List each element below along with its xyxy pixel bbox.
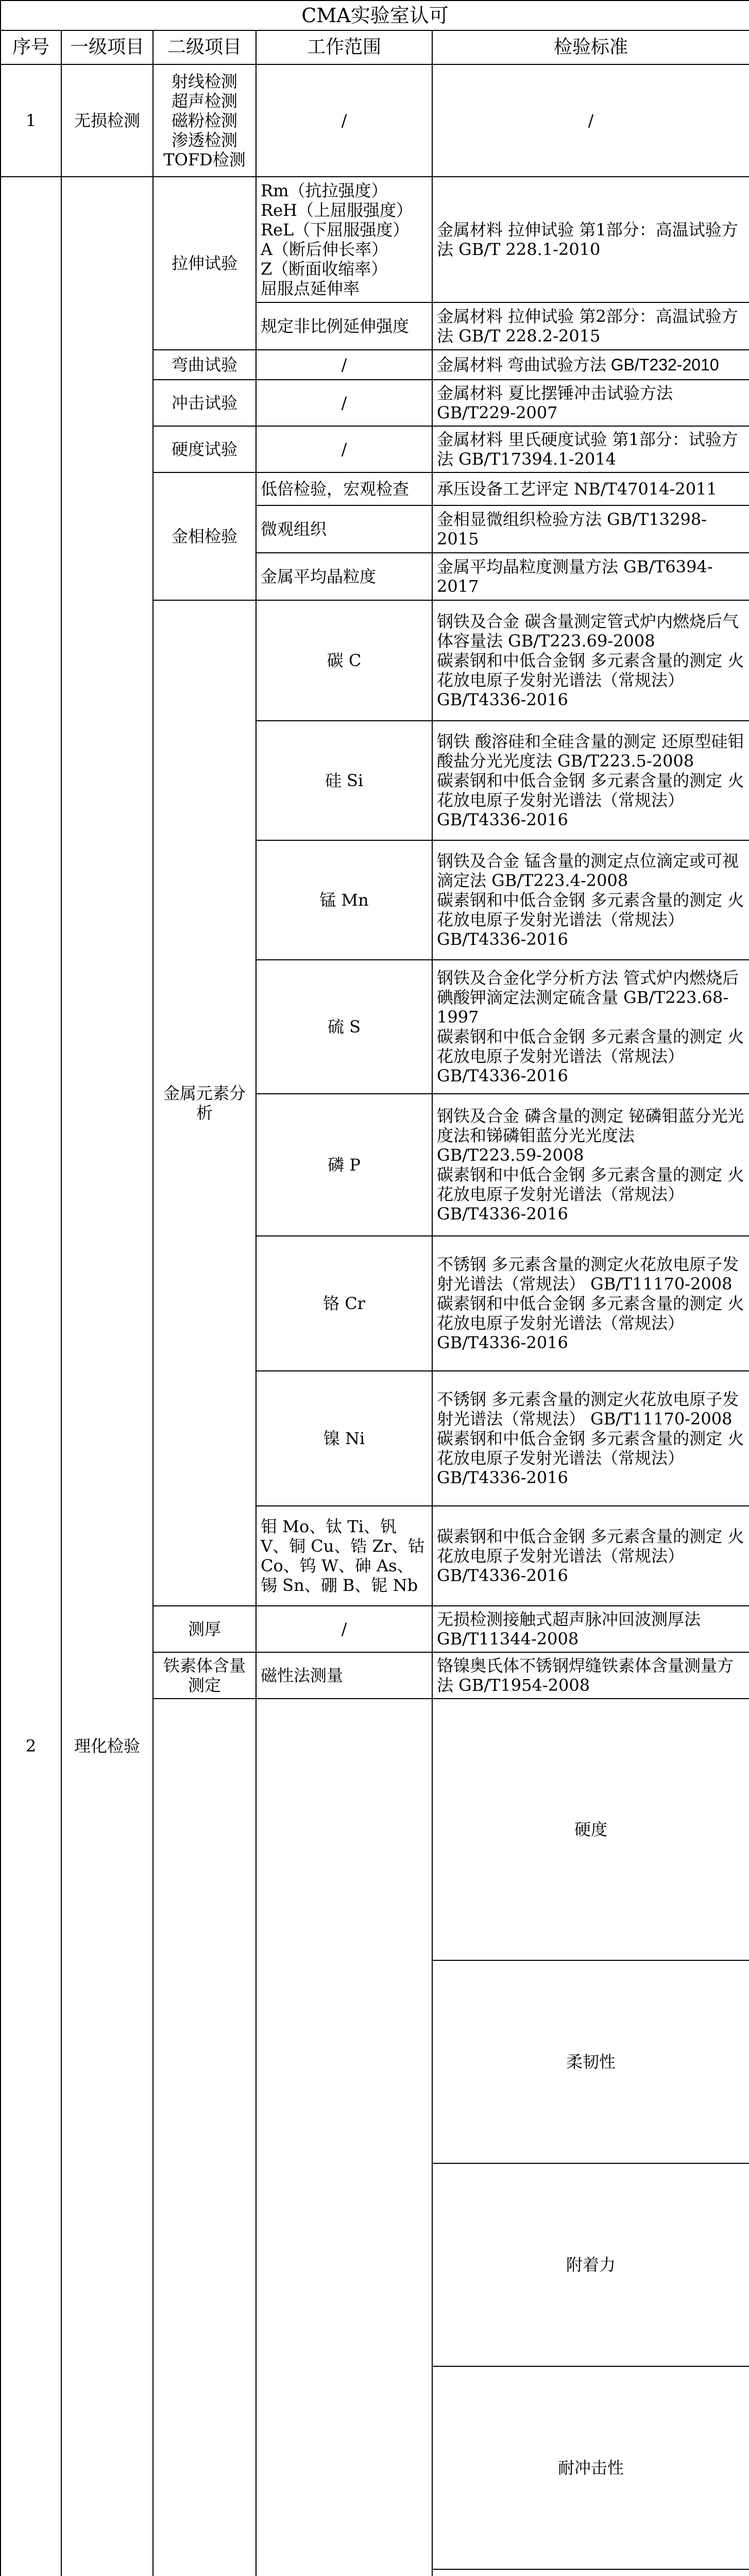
standard-cell: / bbox=[432, 64, 749, 177]
scope-cell: / bbox=[256, 426, 432, 472]
section-no bbox=[153, 1699, 256, 2576]
item-name: 硬度 bbox=[432, 1699, 749, 1960]
scope-cell: 金属平均晶粒度 bbox=[256, 553, 432, 600]
header-standard: 检验标准 bbox=[432, 30, 749, 64]
header-no: 序号 bbox=[1, 30, 61, 64]
item-name: 弯曲试验 bbox=[153, 350, 256, 380]
ndt-method: 超声检测 bbox=[171, 91, 237, 111]
section-name: 理化检验 bbox=[61, 177, 153, 2576]
standard-cell: 金属材料 弯曲试验方法 GB/T232-2010 bbox=[432, 350, 749, 380]
ndt-methods-cell bbox=[153, 64, 256, 177]
standard-line: 碳素钢和中低合金钢 多元素含量的测定 火花放电原子发射光谱法（常规法） GB/T4336-2016 bbox=[437, 651, 744, 709]
element-name: 磷 P bbox=[256, 1094, 432, 1236]
header-level2: 二级项目 bbox=[153, 30, 256, 64]
standard-cell: 金属材料 夏比摆锤冲击试验方法 GB/T229-2007 bbox=[432, 380, 749, 426]
element-name: 锰 Mn bbox=[256, 840, 432, 960]
ndt-method: 射线检测 bbox=[171, 72, 237, 91]
standard-cell: 金属平均晶粒度测量方法 GB/T6394-2017 bbox=[432, 553, 749, 600]
item-name: 铁素体含量测定 bbox=[153, 1652, 256, 1699]
standard-line: 不锈钢 多元素含量的测定火花放电原子发射光谱法（常规法） GB/T11170-2008 bbox=[437, 1389, 739, 1429]
section-name: 无损检测 bbox=[61, 64, 153, 177]
ndt-method: 磁粉检测 bbox=[171, 111, 237, 130]
standard-line: 钢铁及合金化学分析方法 管式炉内燃烧后碘酸钾滴定法测定硫含量 GB/T223.68-1997 bbox=[437, 968, 739, 1027]
item-name: 耐冲击性 bbox=[432, 2366, 749, 2569]
element-name: 镍 Ni bbox=[256, 1371, 432, 1506]
item-name: 硬度试验 bbox=[153, 426, 256, 472]
standard-line: 碳素钢和中低合金钢 多元素含量的测定 火花放电原子发射光谱法（常规法） GB/T4336-2016 bbox=[437, 1027, 744, 1086]
scope-cell: / bbox=[256, 380, 432, 426]
section-no: 2 bbox=[1, 177, 61, 2576]
standard-cell: 无损检测接触式超声脉冲回波测厚法 GB/T11344-2008 bbox=[432, 1606, 749, 1652]
element-name: 铬 Cr bbox=[256, 1236, 432, 1371]
standard-line: 碳素钢和中低合金钢 多元素含量的测定 火花放电原子发射光谱法（常规法） GB/T4336-2016 bbox=[437, 1294, 744, 1352]
standard-line: 钢铁及合金 磷含量的测定 铋磷钼蓝分光光度法和锑磷钼蓝分光光度法 GB/T223.59-2008 bbox=[437, 1106, 744, 1165]
standard-cell bbox=[432, 600, 749, 721]
standard-cell bbox=[432, 1371, 749, 1506]
item-name: 柔韧性 bbox=[432, 1960, 749, 2163]
standard-cell bbox=[432, 840, 749, 960]
scope-cell: / bbox=[256, 1606, 432, 1652]
standard-line: 碳素钢和中低合金钢 多元素含量的测定 火花放电原子发射光谱法（常规法） GB/T4336-2016 bbox=[437, 1429, 744, 1487]
standard-line: 钢铁及合金 锰含量的测定点位滴定或可视滴定法 GB/T223.4-2008 bbox=[437, 851, 739, 890]
scope-cell: / bbox=[256, 350, 432, 380]
scope-cell: 磁性法测量 bbox=[256, 1652, 432, 1699]
item-name: 冲击试验 bbox=[153, 380, 256, 426]
ndt-method: TOFD检测 bbox=[163, 150, 246, 170]
section-no: 1 bbox=[1, 64, 61, 177]
element-name: 硫 S bbox=[256, 960, 432, 1094]
standard-cell: 承压设备工艺评定 NB/T47014-2011 bbox=[432, 472, 749, 505]
item-name: 拉伸试验 bbox=[153, 177, 256, 350]
standard-cell bbox=[432, 721, 749, 840]
standard-cell: 金属材料 拉伸试验 第2部分：高温试验方法 GB/T 228.2-2015 bbox=[432, 302, 749, 350]
scope-line: Z（断面收缩率） bbox=[261, 259, 388, 279]
standard-cell bbox=[432, 960, 749, 1094]
item-name: 测厚 bbox=[153, 1606, 256, 1652]
scope-cell: 微观组织 bbox=[256, 505, 432, 553]
standard-cell bbox=[432, 1506, 749, 1606]
standard-line: 钢铁 酸溶硅和全硅含量的测定 还原型硅钼酸盐分光光度法 GB/T223.5-2008 bbox=[437, 732, 744, 771]
standard-line: 碳素钢和中低合金钢 多元素含量的测定 火花放电原子发射光谱法（常规法） GB/T4336-2016 bbox=[437, 771, 744, 829]
standard-line: 钢铁及合金 碳含量测定管式炉内燃烧后气体容量法 GB/T223.69-2008 bbox=[437, 612, 739, 651]
standard-line: 碳素钢和中低合金钢 多元素含量的测定 火花放电原子发射光谱法（常规法） GB/T4336-2016 bbox=[437, 890, 744, 949]
item-name bbox=[432, 2569, 749, 2576]
tensile-scope-cell bbox=[256, 177, 432, 302]
scope-cell: 规定非比例延伸强度 bbox=[256, 302, 432, 350]
standard-cell: 金相显微组织检验方法 GB/T13298-2015 bbox=[432, 505, 749, 553]
header-level1: 一级项目 bbox=[61, 30, 153, 64]
element-name: 硅 Si bbox=[256, 721, 432, 840]
header-scope: 工作范围 bbox=[256, 30, 432, 64]
item-name: 附着力 bbox=[432, 2163, 749, 2366]
scope-cell: 低倍检验，宏观检查 bbox=[256, 472, 432, 505]
scope-cell: / bbox=[256, 64, 432, 177]
standard-cell: 铬镍奥氏体不锈钢焊缝铁素体含量测量方法 GB/T1954-2008 bbox=[432, 1652, 749, 1699]
scope-line: ReL（下屈服强度） bbox=[261, 220, 410, 240]
standard-cell bbox=[432, 1236, 749, 1371]
scope-line: 屈服点延伸率 bbox=[261, 279, 360, 298]
scope-line: ReH（上屈服强度） bbox=[261, 200, 413, 220]
standard-cell bbox=[432, 1094, 749, 1236]
section-name bbox=[256, 1699, 432, 2576]
item-name: 金相检验 bbox=[153, 472, 256, 600]
element-name: 碳 C bbox=[256, 600, 432, 721]
item-name: 金属元素分析 bbox=[153, 600, 256, 1606]
scope-line: A（断后伸长率） bbox=[261, 240, 388, 259]
standard-cell: 金属材料 拉伸试验 第1部分：高温试验方法 GB/T 228.1-2010 bbox=[432, 177, 749, 302]
scope-line: Rm（抗拉强度） bbox=[261, 181, 388, 200]
ndt-method: 渗透检测 bbox=[171, 130, 237, 150]
standard-line: 碳素钢和中低合金钢 多元素含量的测定 火花放电原子发射光谱法（常规法） GB/T4336-2016 bbox=[437, 1165, 744, 1224]
standard-cell: 金属材料 里氏硬度试验 第1部分：试验方法 GB/T17394.1-2014 bbox=[432, 426, 749, 472]
element-list-cell: 钼 Mo、钛 Ti、钒 V、铜 Cu、锆 Zr、钴 Co、钨 W、砷 As、锡 Sn、硼 B、铌 Nb bbox=[256, 1506, 432, 1606]
table-title: CMA实验室认可 bbox=[1, 1, 749, 30]
standard-line: 不锈钢 多元素含量的测定火花放电原子发射光谱法（常规法） GB/T11170-2008 bbox=[437, 1255, 739, 1294]
standard-line: 碳素钢和中低合金钢 多元素含量的测定 火花放电原子发射光谱法（常规法） GB/T4336-2016 bbox=[437, 1527, 744, 1585]
